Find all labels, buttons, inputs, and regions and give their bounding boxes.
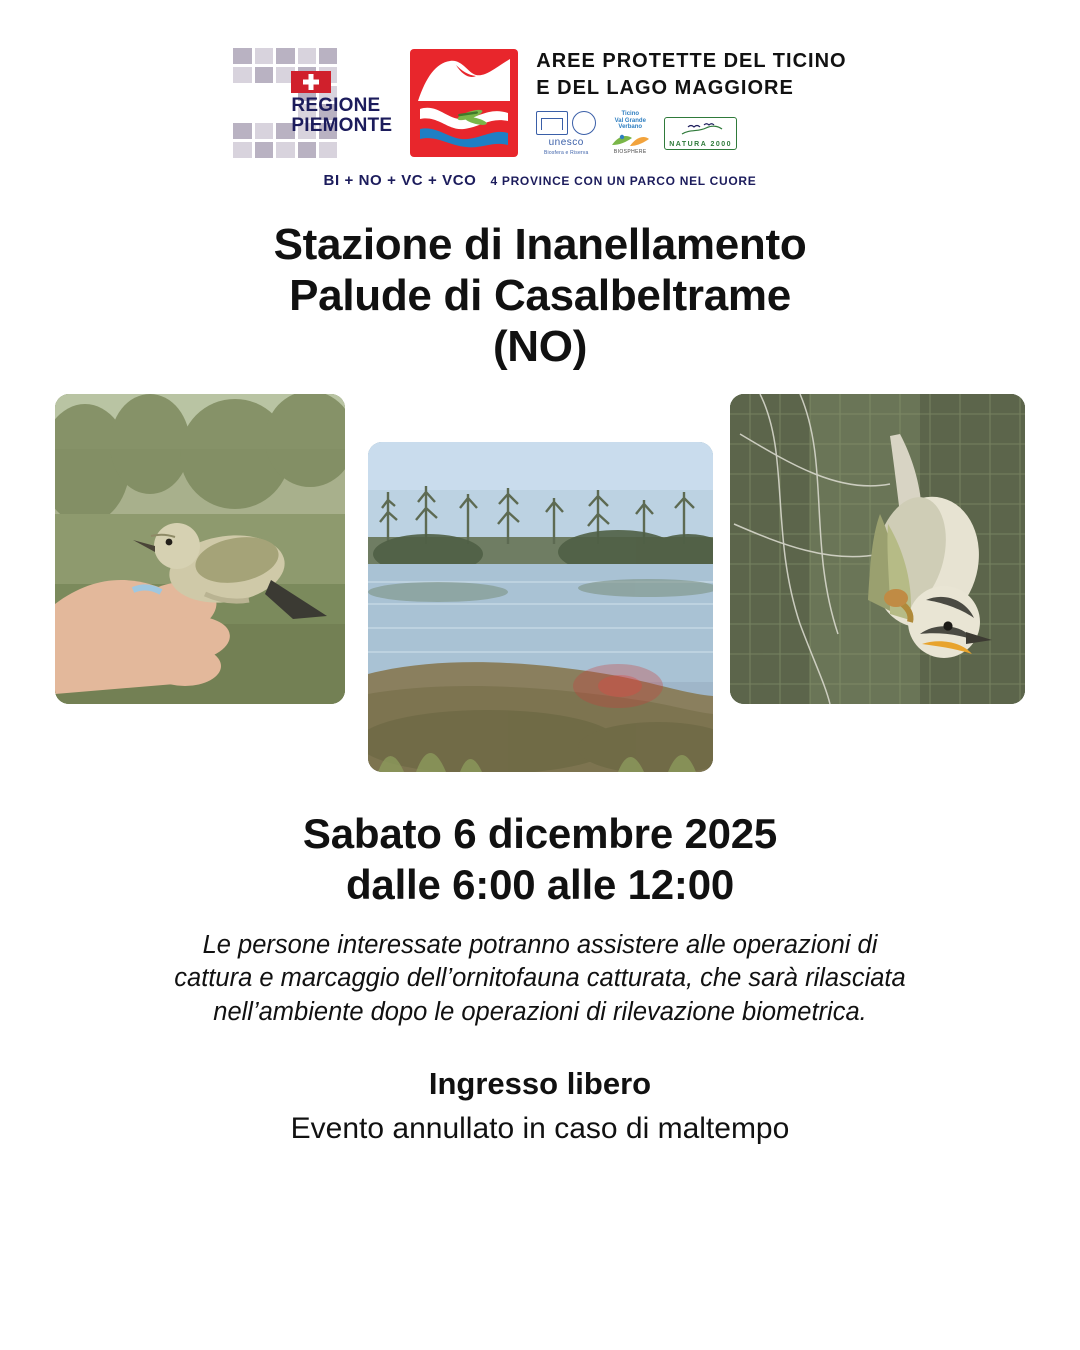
regione-piemonte-logo [233, 48, 392, 158]
free-entry-label: Ingresso libero [428, 1066, 652, 1102]
ticino-valgrande-verbano-logo [610, 111, 650, 156]
parco-logo-icon [410, 49, 518, 157]
aree-line-2 [536, 78, 846, 99]
photo-bird-in-hand [55, 394, 345, 704]
photo-bird-in-net-image [730, 394, 1025, 704]
ticino-label-2: Val Grande [614, 117, 646, 124]
natura-2000-logo [664, 117, 737, 150]
aree-line1-bold: TICINO [772, 49, 847, 72]
event-date [0, 808, 1080, 910]
header-logo-band [0, 0, 1080, 189]
photo-gallery [0, 394, 1080, 784]
piemonte-cross-flag-icon [291, 71, 331, 93]
aree-line2-bold: LAGO MAGGIORE [606, 76, 794, 99]
regione-piemonte-wordmark [291, 71, 392, 135]
birds-over-water-icon [678, 120, 724, 140]
regione-label-line2: PIEMONTE [291, 114, 393, 136]
description-line-2: cattura e marcaggio dell’ornitofauna catturata, che sarà rilasciata [174, 964, 906, 993]
unesco-caption: Biosfera e Riserva [544, 149, 589, 156]
provinces-strip [324, 172, 757, 189]
natura-2000-label: NATURA 2000 [669, 140, 733, 148]
aree-line1-normal: AREE PROTETTE DEL [536, 49, 773, 72]
unesco-logo [536, 111, 596, 156]
leaf-swirl-icon [610, 132, 650, 148]
unesco-circle-icon [572, 111, 596, 135]
event-description [0, 929, 1080, 1031]
unesco-temple-icon [536, 111, 568, 135]
photo-wetland-landscape-image [368, 442, 713, 772]
unesco-marks-icon [536, 111, 596, 135]
biosphere-label: BIOSPHERE [613, 149, 647, 156]
title-line-1: Stazione di Inanellamento [273, 220, 807, 269]
unesco-label: unesco [548, 136, 584, 148]
description-line-1: Le persone interessate potranno assistere alle operazioni di [202, 930, 878, 959]
photo-bird-in-net [730, 394, 1025, 704]
aree-line2-normal: E DEL [536, 76, 607, 99]
ticino-label-1: Ticino [621, 110, 640, 117]
sublogo-row [536, 111, 846, 156]
aree-protette-wordmark [536, 51, 846, 156]
title-line-2: Palude di Casalbeltrame [289, 271, 791, 321]
page-title [0, 219, 1080, 372]
provinces-tagline: 4 PROVINCE CON UN PARCO NEL CUORE [490, 174, 757, 188]
mountain-shape-icon [416, 57, 512, 103]
event-time-line: dalle 6:00 alle 12:00 [345, 861, 735, 909]
title-line-3: (NO) [492, 322, 588, 372]
cancellation-note: Evento annullato in caso di maltempo [290, 1111, 790, 1145]
logo-row [233, 48, 846, 158]
aree-line-1 [536, 51, 846, 72]
event-date-line-1: Sabato 6 dicembre 2025 [302, 810, 778, 858]
description-line-3: nell’ambiente dopo le operazioni di rilevazione biometrica. [213, 998, 867, 1027]
photo-bird-in-hand-image [55, 394, 345, 704]
event-footer [0, 1064, 1080, 1147]
photo-wetland-landscape [368, 442, 713, 772]
river-and-dragonfly-icon [418, 101, 510, 149]
provinces-codes: BI + NO + VC + VCO [323, 172, 477, 189]
regione-label-line1: REGIONE [291, 95, 381, 117]
ticino-label-3: Verbano [618, 124, 643, 131]
